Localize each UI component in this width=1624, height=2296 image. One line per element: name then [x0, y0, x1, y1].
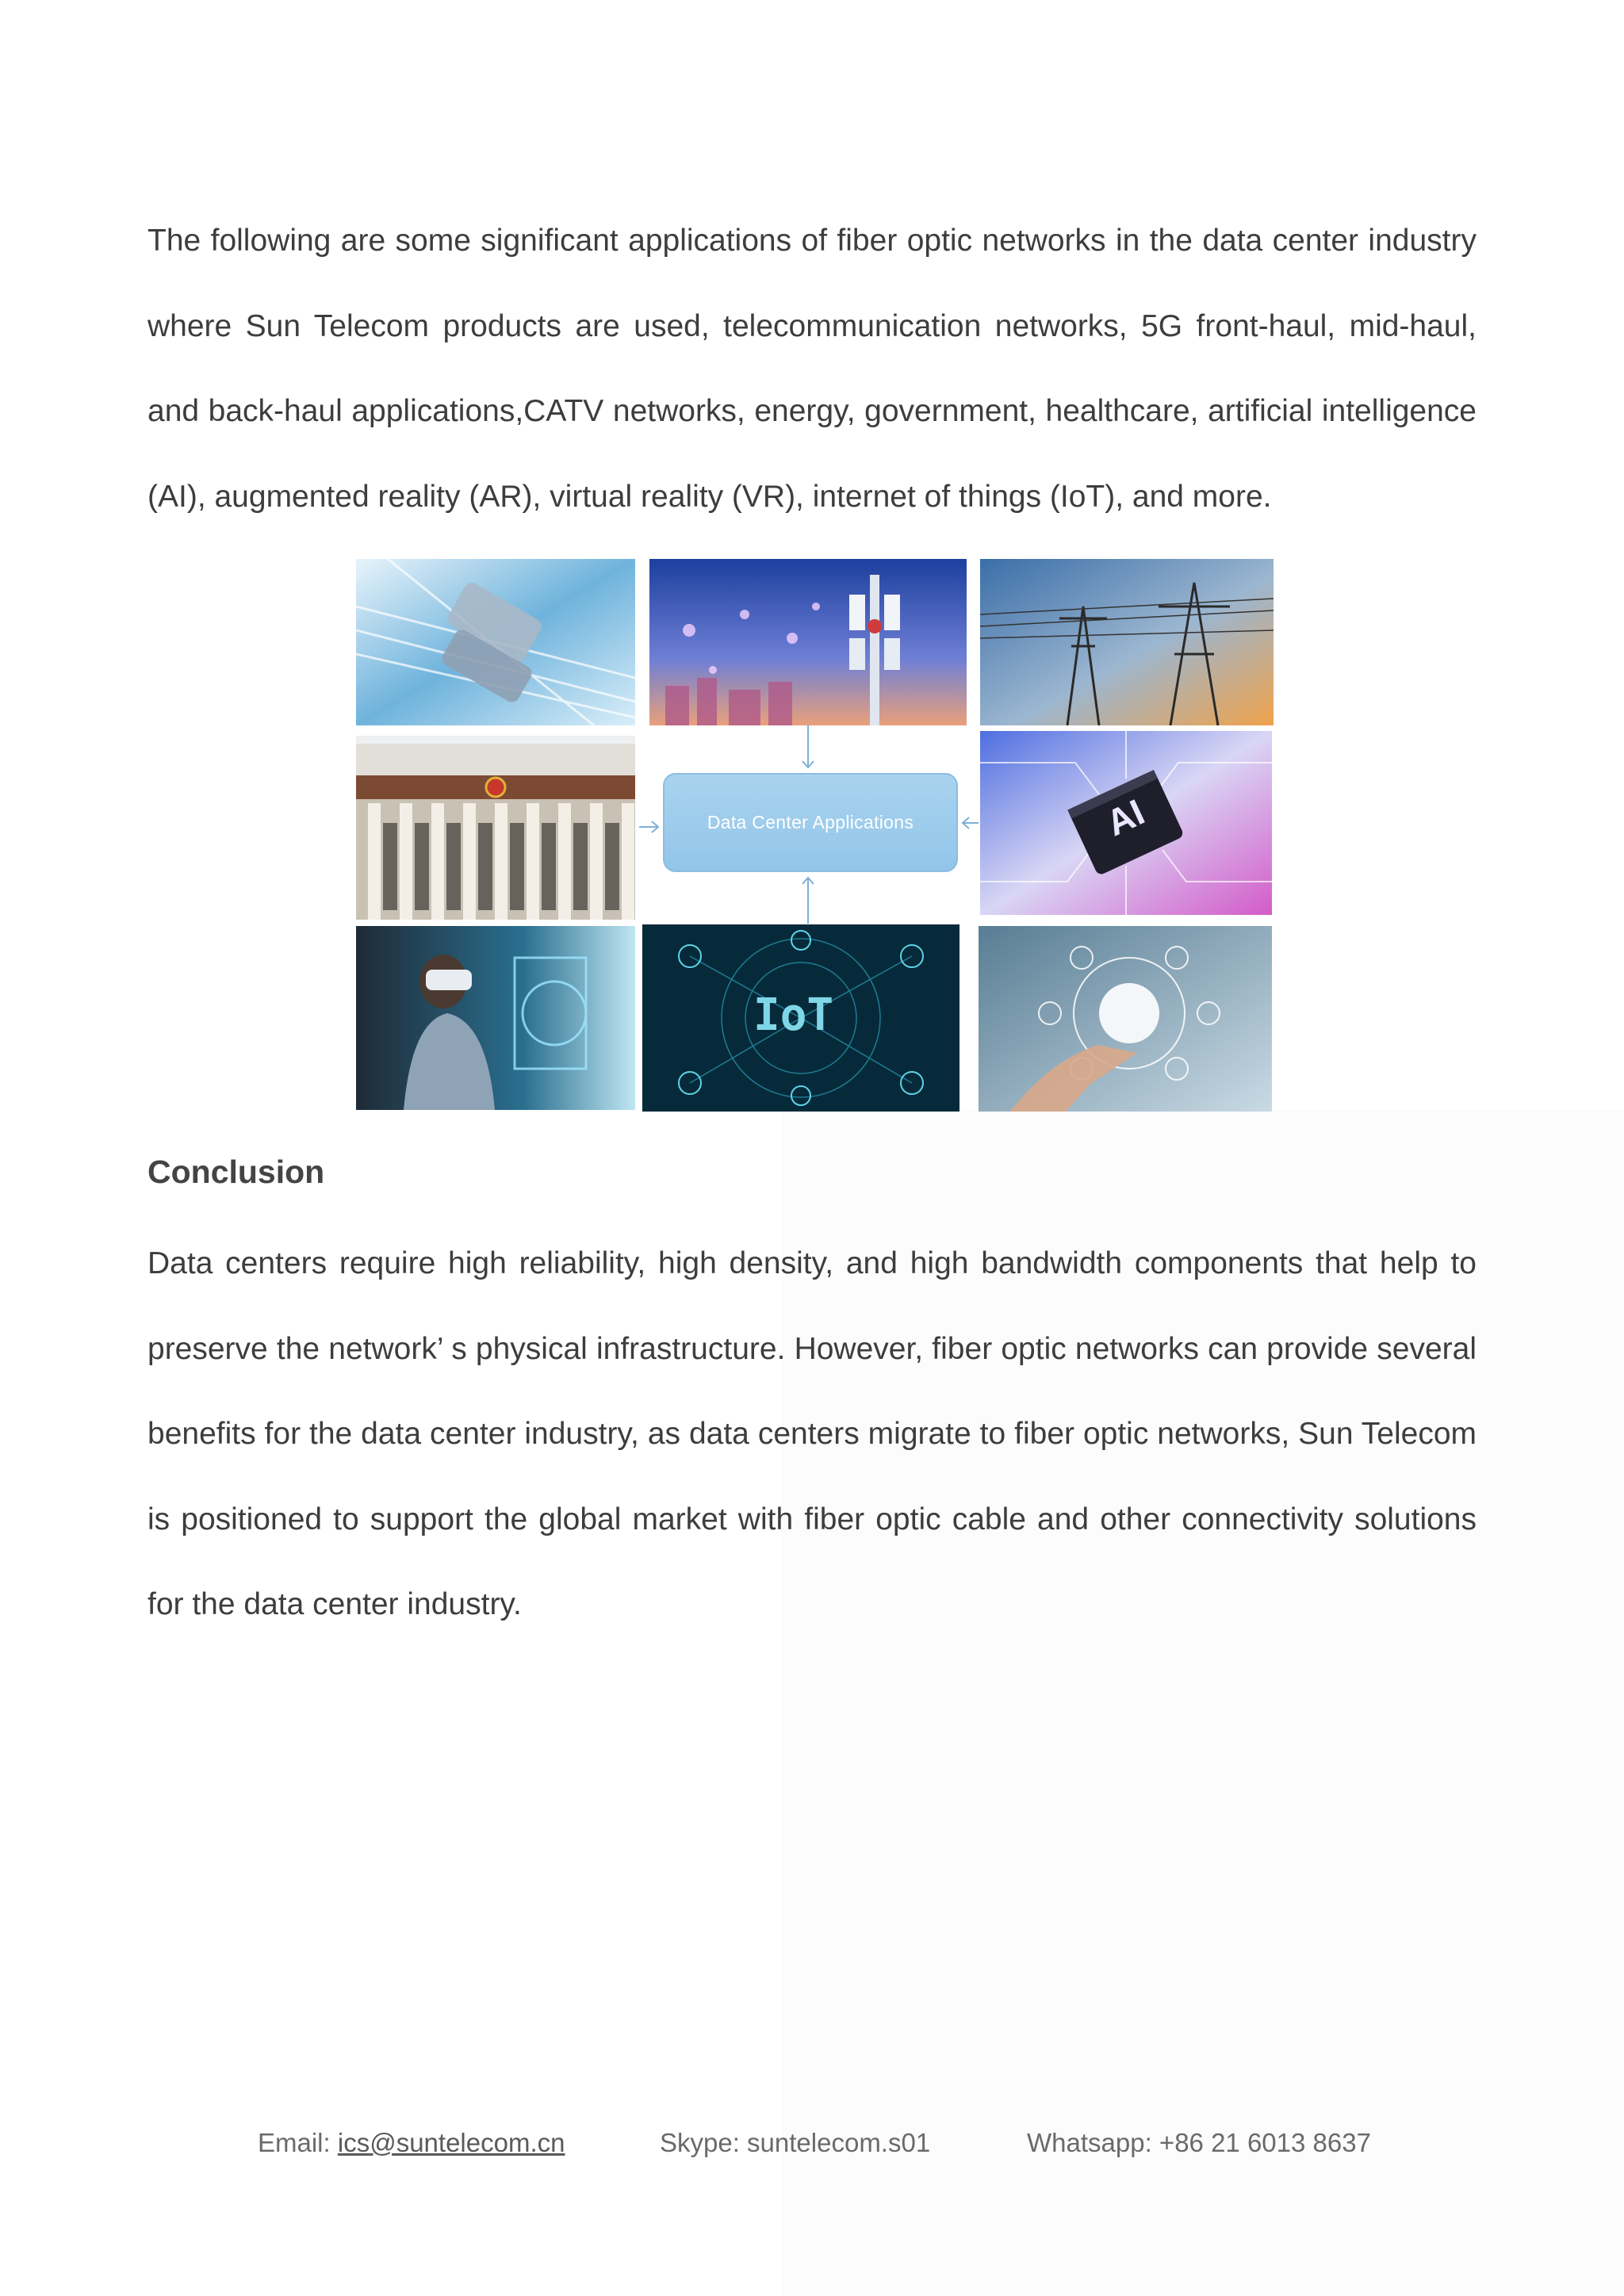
email-label: Email:: [258, 2128, 338, 2157]
skype-contact: Skype: suntelecom.s01: [660, 2128, 931, 2157]
ai-chip-text: AI: [1100, 790, 1151, 844]
contact-footer: [0, 2128, 1624, 2168]
iot-text: IoT: [753, 989, 834, 1041]
5g-tower-image: [649, 559, 967, 725]
data-center-applications-box: Data Center Applications: [663, 773, 958, 872]
email-contact: [258, 2128, 565, 2158]
government-building-image: [356, 736, 635, 920]
healthcare-image: [979, 926, 1272, 1112]
conclusion-heading: Conclusion: [147, 1154, 325, 1190]
iot-image: [642, 924, 959, 1112]
fiber-cables-image: [356, 559, 635, 725]
intro-paragraph: The following are some significant applications of fiber optic networks in the data center industry where Sun Telecom products are used, telecommunication networks, 5G front-haul, mid-haul, and back-haul applications,CATV networks, energy, government, healthcare, artificial intelligence (AI), augmented reality (AR), virtual reality (VR), internet of things (IoT), and more.: [147, 224, 1477, 514]
vr-headset-image: [356, 926, 635, 1110]
applications-figure: [352, 555, 1277, 1114]
power-lines-image: [980, 559, 1274, 725]
conclusion-paragraph: Data centers require high reliability, high density, and high bandwidth components that help to preserve the network’ s physical infrastructure. However, fiber optic networks can provide several benefits for the data center industry, as data centers migrate to fiber optic networks, Sun Telecom is positioned to support the global market with fiber optic cable and other connectivity solutions for the data center industry.: [147, 1246, 1477, 1621]
whatsapp-contact: Whatsapp: +86 21 6013 8637: [1027, 2128, 1371, 2157]
email-link[interactable]: ics@suntelecom.cn: [337, 2128, 565, 2157]
ai-chip-image: [980, 731, 1272, 915]
